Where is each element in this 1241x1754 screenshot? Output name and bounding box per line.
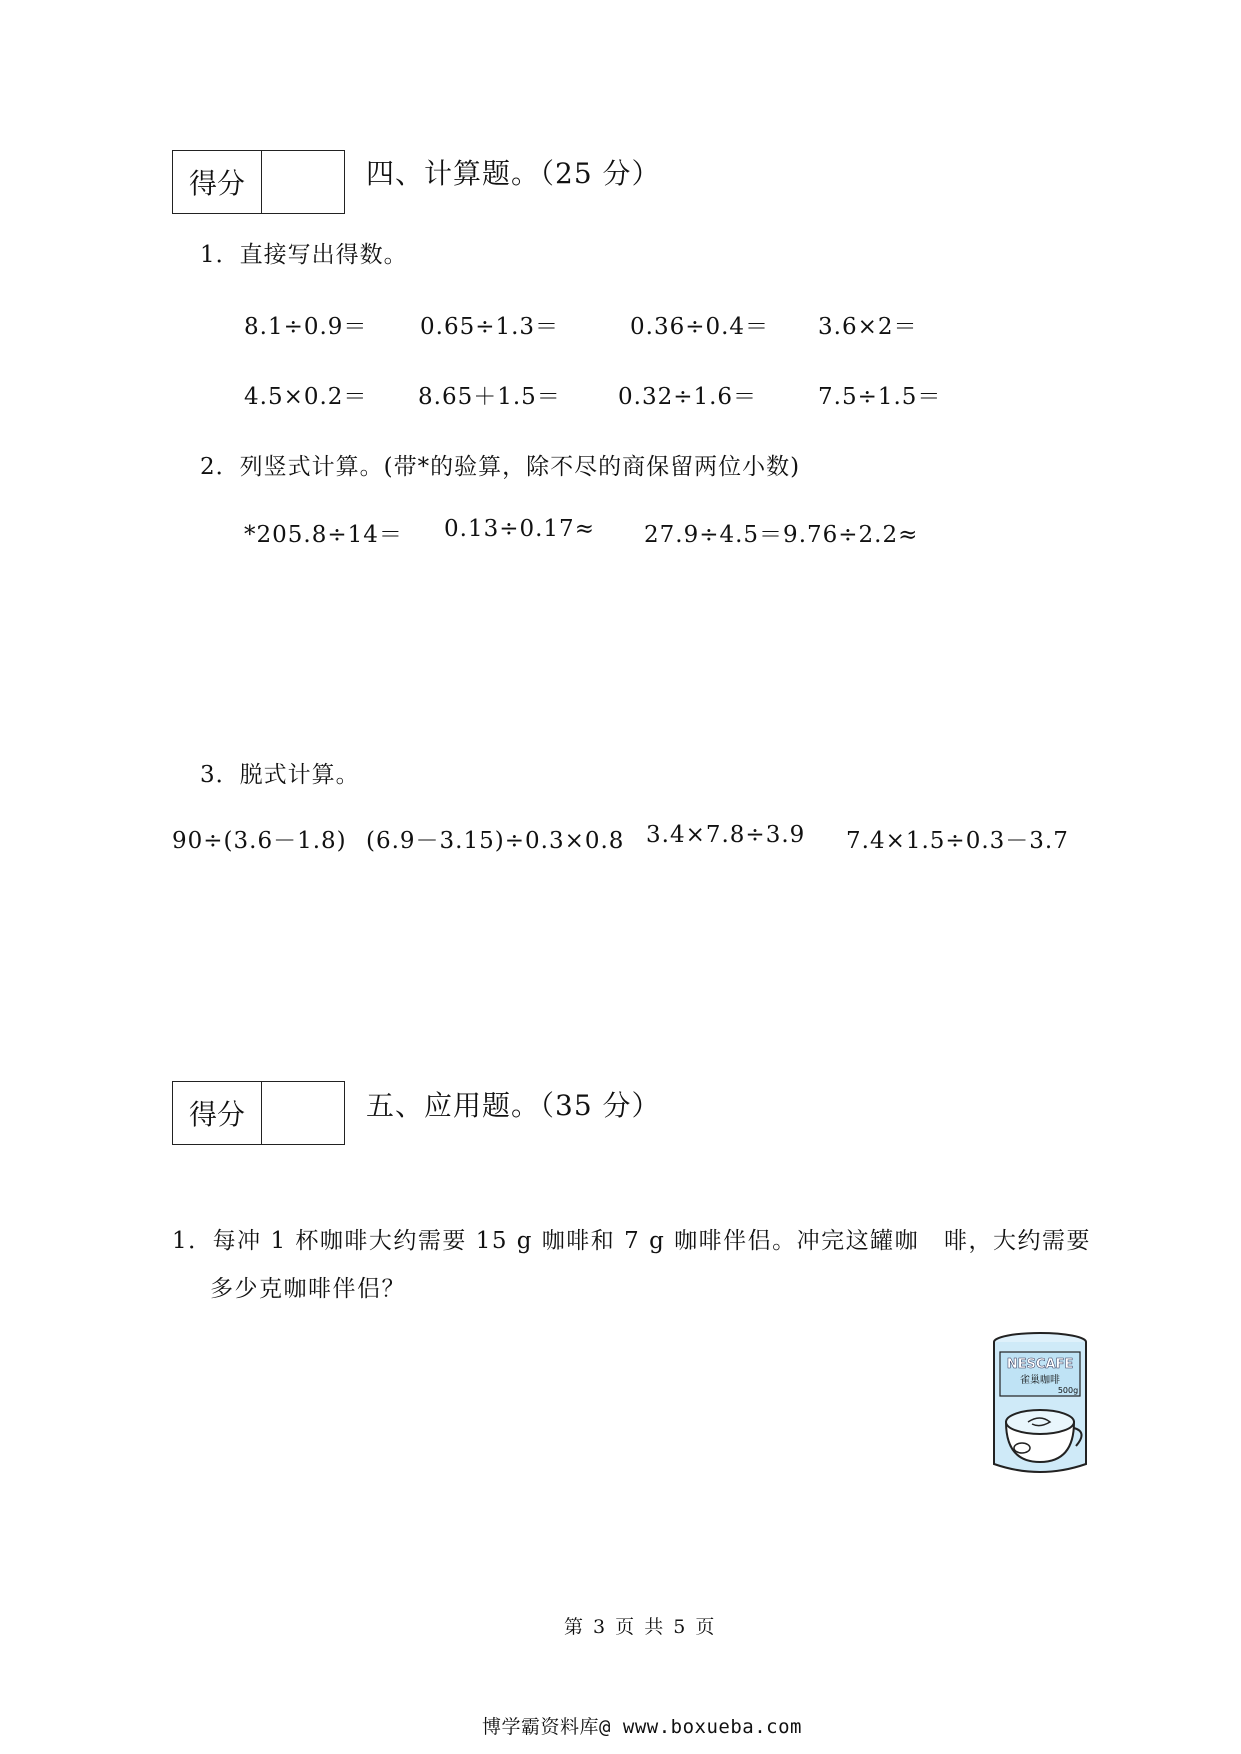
- q3-expr-4: 7.4×1.5÷0.3－3.7: [846, 828, 1069, 854]
- section-4-heading: 四、计算题。（25 分）: [366, 157, 661, 190]
- q1-expr-2: 0.65÷1.3＝: [420, 314, 560, 340]
- score-label: 得分: [173, 1082, 262, 1144]
- can-name: 雀巢咖啡: [1020, 1375, 1060, 1386]
- app-q1-line-2: 多少克咖啡伴侣？: [210, 1276, 406, 1302]
- score-value-cell: [262, 1082, 344, 1144]
- q1-expr-1: 8.1÷0.9＝: [244, 314, 368, 340]
- score-value-cell: [262, 151, 344, 213]
- coffee-can-image: [988, 1330, 1092, 1476]
- q1-expr-8: 7.5÷1.5＝: [818, 384, 942, 410]
- q1-expr-4: 3.6×2＝: [818, 314, 918, 340]
- q2-expr-2: 0.13÷0.17≈: [444, 516, 595, 542]
- app-q1-line-1-tail: 啡，大约需要: [944, 1228, 1091, 1254]
- q2-expr-1: *205.8÷14＝: [244, 522, 403, 548]
- q3-title: 3．脱式计算。: [200, 762, 360, 788]
- q1-expr-3: 0.36÷0.4＝: [630, 314, 770, 340]
- q1-expr-5: 4.5×0.2＝: [244, 384, 368, 410]
- app-q1-line-1: 1．每冲 1 杯咖啡大约需要 15 g 咖啡和 7 g 咖啡伴侣。冲完这罐咖: [172, 1228, 920, 1254]
- q1-title: 1．直接写出得数。: [200, 242, 408, 268]
- can-weight: 500g: [1057, 1386, 1079, 1395]
- q3-expr-1: 90÷(3.6－1.8): [172, 828, 347, 854]
- page-number: 第 3 页 共 5 页: [564, 1616, 717, 1638]
- score-box-section-4: [172, 150, 345, 214]
- watermark: 博学霸资料库@ www.boxueba.com: [482, 1716, 802, 1738]
- q3-expr-3: 3.4×7.8÷3.9: [646, 822, 806, 848]
- score-box-section-5: [172, 1081, 345, 1145]
- q3-expr-2: (6.9－3.15)÷0.3×0.8: [366, 828, 625, 854]
- can-brand: NESCAFE: [1006, 1357, 1074, 1372]
- score-label: 得分: [173, 151, 262, 213]
- section-5-heading: 五、应用题。（35 分）: [366, 1089, 661, 1122]
- q2-expr-3: 27.9÷4.5＝9.76÷2.2≈: [644, 522, 919, 548]
- q1-expr-7: 0.32÷1.6＝: [618, 384, 758, 410]
- q2-title: 2．列竖式计算。(带*的验算，除不尽的商保留两位小数): [200, 454, 801, 480]
- q1-expr-6: 8.65＋1.5＝: [418, 384, 561, 410]
